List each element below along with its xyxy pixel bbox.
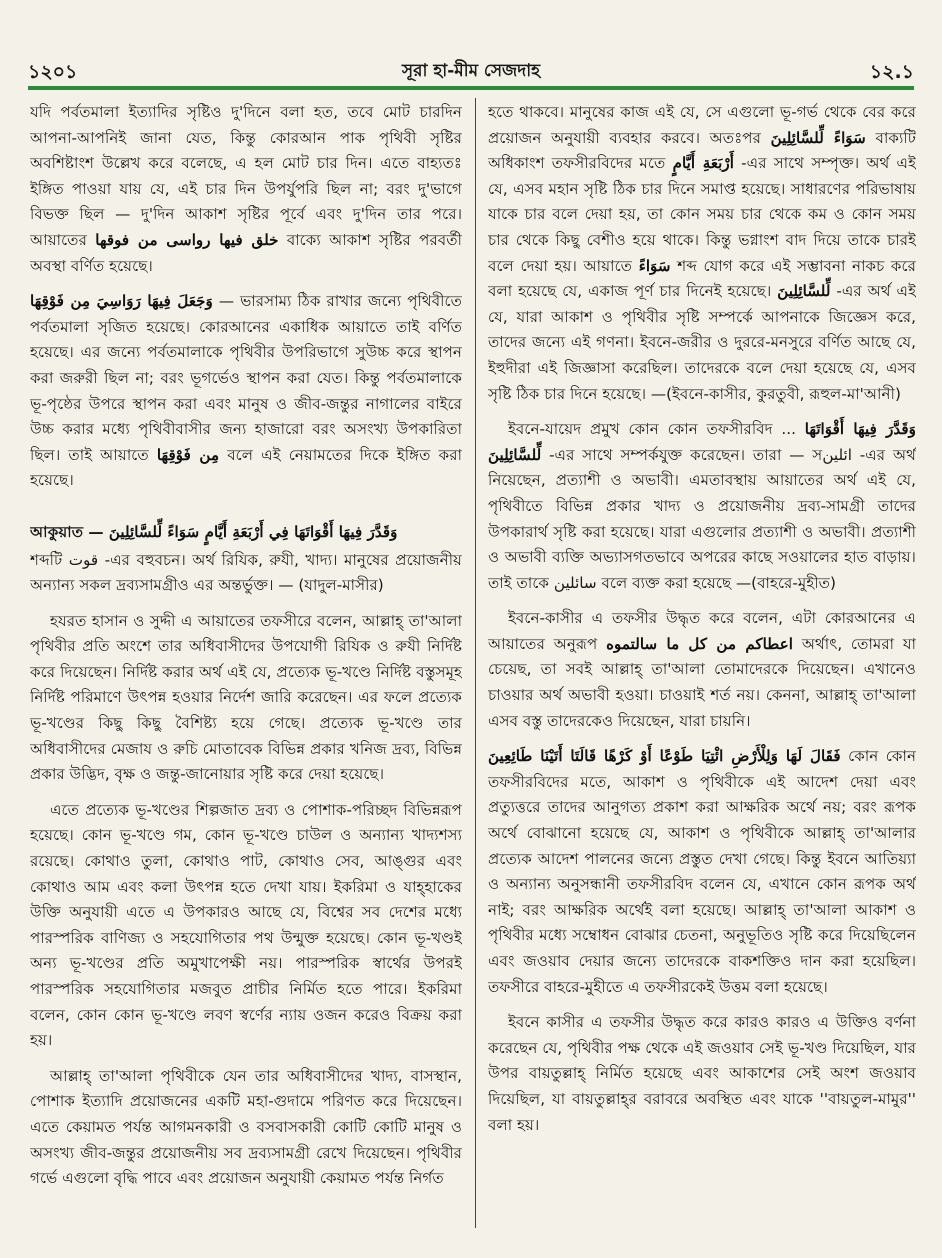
paragraph: এতে প্রত্যেক ভূ-খণ্ডের শিল্পজাত দ্রব্য ও পোশাক-পরিচ্ছদ বিভিন্নরূপ হয়েছে। কোন ভূ-খণ্ডে গম, কোন ভূ-খণ্ডে চাউল ও অন্যান্য খাদ্যশস্য রয়েছে। কোথাও তুলা, কোথাও পাট, কোথাও সেব, আঙ্গুর এবং কোথাও আম এবং কলা উৎপন্ন হতে দেখা যায়। ইকরিমা ও যাহ্হাকের উক্তি অনুযায়ী এতে এ উপকারও আছে যে, বিশ্বের সব দেশের মধ্যে পারস্পরিক বাণিজ্য ও সহযোগিতার পথ উন্মুক্ত হয়েছে। কোন ভূ-খণ্ডই অন্য ভূ-খণ্ডের প্রতি অমুখাপেক্ষী নয়। পারস্পরিক স্বার্থের উপরই পারস্পরিক সহযোগিতার মজবুত প্রাচীর নির্মিত হতে পারে। ইকরিমা বলেন, কোন কোন ভূ-খণ্ডে লবণ স্বর্ণের ন্যায় ওজন করেও বিক্রয় করা হয়। — [30, 800, 462, 1050]
section-heading: আকুয়াত — وَقَدَّرَ فِيهَا أَقْوَاتَهَا فِي أَرْبَعَةِ أَيَّامٍ سَوَاءً لِّلسَّائِلِينَ — [30, 522, 398, 541]
arabic-verse: فَقَالَ لَهَا وَلِلْأَرْضِ ائْتِيَا طَوْعًا أَوْ كَرْهًا قَالَتَا أَتَيْنَا طَائِعِينَ — [488, 747, 841, 766]
arabic-phrase: مِن فَوْقِهَا — [156, 445, 220, 464]
paragraph: হযরত হাসান ও সুদ্দী এ আয়াতের তফসীরে বলেন, আল্লাহ্ তা'আলা পৃথিবীর প্রতি অংশে তার অধিবাসীদের উপযোগী রিযিক ও রুযী নির্দিষ্ট করে দিয়েছেন। নির্দিষ্ট করার অর্থ এই যে, প্রত্যেক ভূ-খণ্ডে নির্দিষ্ট বস্তুসমূহ নির্দিষ্ট পরিমাণে উৎপন্ন হওয়ার নির্দেশ জারি করেছেন। এর ফলে প্রত্যেক ভূ-খণ্ডের কিছু কিছু বৈশিষ্ট্য হয়ে গেছে। প্রত্যেক ভূ-খণ্ডে তার অধিবাসীদের মেজায ও রুচি মোতাবেক বিভিন্ন প্রকার খনিজ দ্রব্য, বিভিন্ন প্রকার উদ্ভিদ, বৃক্ষ ও জন্তু-জানোয়ার সৃষ্টি করে দেয়া হয়েছে। — [30, 611, 462, 784]
arabic-phrase: خلق فيها رواسى من فوقها — [95, 230, 279, 249]
paragraph: وَجَعَلَ فِيهَا رَوَاسِيَ مِن فَوْقِهَا — ভারসাম্য ঠিক রাখার জন্যে পৃথিবীতে পর্বতমালা সৃজিত হয়েছে। কোরআনের একাধিক আয়াতে তাই বর্ণিত হয়েছে। এর জন্যে পর্বতমালাকে পৃথিবীর উপরিভাগে সুউচ্চ করে স্থাপন করা জরুরী ছিল না; বরং ভূগর্ভেও স্থাপন করা যেত। কিন্তু পর্বতমালাকে ভূ-পৃষ্ঠের উপরে স্থাপন করা এবং মানুষ ও জীব-জন্তুর নাগালের বাইরে উচ্চ করার মধ্যে পৃথিবীবাসীর জন্য হাজারো বরং অসংখ্য উপকারিতা ছিল। তাই আয়াতে مِن فَوْقِهَا বলে এই নেয়ামতের দিকে ইঙ্গিত করা হয়েছে। — [30, 292, 462, 490]
paragraph: ইবনে-কাসীর এ তফসীর উদ্ধৃত করে বলেন, এটা কোরআনের এ আয়াতের অনুরূপ اعطاكم من كل ما سالتموه অর্থাৎ, তোমরা যা চেয়েছ, তা সবই আল্লাহ্ তা'আলা তোমাদেরকে দিয়েছেন। এখানেও চাওয়ার অর্থ অভাবী হওয়া। চাওয়াই শর্ত নয়। কেননা, আল্লাহ্ তা'আলা এসব বস্তু তাদেরকেও দিয়েছেন, যারা চায়নি। — [488, 609, 916, 730]
page-header — [28, 52, 914, 86]
paragraph: হতে থাকবে। মানুষের কাজ এই যে, সে এগুলো ভূ-গর্ভ থেকে বের করে প্রয়োজন অনুযায়ী ব্যবহার করবে। অতঃপর سَوَاءً لِّلسَّائِلِينَ বাক্যটি অধিকাংশ তফসীরবিদের মতে أَرْبَعَةِ أَيَّامٍ -এর সাথে সম্পৃক্ত। অর্থ এই যে, এসব মহান সৃষ্টি ঠিক চার দিনে সমাপ্ত হয়েছে। সাধারণের পরিভাষায় যাকে চার বলে দেয়া হয়, তা কোন সময় চার থেকে কম ও কোন সময় চার থেকে কিছু বেশীও হয়ে থাকে। কিন্তু ভগ্নাংশ বাদ দিয়ে তাকে চারই বলে দেয়া হয়। আয়াতে سَوَاءً শব্দ যোগ করে এই সম্ভাবনা নাকচ করে বলা হয়েছে যে, একাজ পূর্ণ চার দিনেই হয়েছে। لِّلسَّائِلِينَ -এর অর্থ এই যে, যারা আকাশ ও পৃথিবীর সৃষ্টি সম্পর্কে আপনাকে জিজ্ঞেস করে, তাদের জন্যে এই গণনা। ইবনে-জরীর ও দুররে-মনসুরে বর্ণিত আছে যে, ইহুদীরা এই জিজ্ঞাসা করেছিল। তাদেরকে বলে দেয়া হয়েছে যে, এসব সৃষ্টি ঠিক চার দিনে হয়েছে। —(ইবনে-কাসীর, কুরতুবী, রূহুল-মা'আনী) — [488, 103, 916, 403]
left-column — [30, 100, 462, 1230]
surah-title: সূরা হা-মীম সেজদাহ — [401, 61, 541, 81]
arabic-phrase: لِّلسَّائِلِينَ — [777, 282, 831, 301]
arabic-verse: وَقَدَّرَ فِيهَا أَقْوَاتَهَا فِي أَرْبَعَةِ أَيَّامٍ سَوَاءً لِّلسَّائِلِينَ — [108, 522, 398, 541]
column-divider — [475, 98, 476, 1228]
page-number-right: ১২.১ — [869, 61, 914, 83]
paragraph: ইবনে কাসীর এ তফসীর উদ্ধৃত করে কারও কারও এ উক্তিও বর্ণনা করেছেন যে, পৃথিবীর পক্ষ থেকে এই জওয়াব সেই ভূ-খণ্ড দিয়েছিল, যার উপর বায়তুল্লাহ্ নির্মিত হয়েছে এবং আকাশের সেই অংশ জওয়াব দিয়েছিল, যা বায়তুল্লাহ্‌র বরাবরে অবস্থিত এবং যাকে ''বায়তুল-মামুর'' বলা হয়। — [488, 1013, 916, 1134]
arabic-phrase: وَقَدَّرَ فِيهَا أَقْوَاتَهَا — [804, 420, 916, 439]
arabic-phrase: سَوَاءً — [638, 256, 671, 275]
arabic-phrase: أَرْبَعَةِ أَيَّامٍ — [672, 154, 734, 173]
arabic-phrase: لِّلسَّائِلِينَ — [488, 445, 542, 464]
arabic-phrase: اعطاكم من كل ما سالتموه — [606, 634, 794, 653]
header-rule — [28, 86, 914, 90]
paragraph: فَقَالَ لَهَا وَلِلْأَرْضِ ائْتِيَا طَوْعًا أَوْ كَرْهًا قَالَتَا أَتَيْنَا طَائِعِينَ কোন কোন তফসীরবিদের মতে, আকাশ ও পৃথিবীকে এই আদেশ দেয়া এবং প্রত্যুত্তরে তাদের আনুগত্য প্রকাশ করা আক্ষরিক অর্থে নয়; বরং রূপক অর্থে বোঝানো হয়েছে যে, আকাশ ও পৃথিবীকে আল্লাহ্ তা'আলার প্রত্যেক আদেশ পালনের জন্যে প্রস্তুত দেখা গেছে। কিন্তু ইবনে আতিয়্যা ও অন্যান্য অনুসন্ধানী তফসীরবিদ বলেন যে, এখানে কোন রূপক অর্থ নাই; বরং আক্ষরিক অর্থেই বলা হয়েছে। আল্লাহ্ তা'আলা আকাশ ও পৃথিবীর মধ্যে সম্বোধন বোঝার চেতনা, অনুভূতিও সৃষ্টি করে দিয়েছিলেন এবং জওয়াব দেয়ার জন্যে তাদেরকে বাকশক্তিও দান করা হয়েছিল। তফসীরে বাহরে-মুহীতে এ তফসীরকেই উত্তম বলা হয়েছে। — [488, 747, 916, 996]
arabic-phrase: وَجَعَلَ فِيهَا رَوَاسِيَ مِن فَوْقِهَا — [30, 292, 213, 311]
page-number-left: ১২০১ — [28, 61, 78, 83]
paragraph: শব্দটি قوت -এর বহুবচন। অর্থ রিযিক, রুযী, খাদ্য। মানুষের প্রয়োজনীয় অন্যান্য সকল দ্রব্যসামগ্রীও এর অন্তর্ভুক্ত। — (যাদুল-মাসীর) — [30, 550, 462, 595]
paragraph: ইবনে-যায়েদ প্রমুখ কোন কোন তফসীরবিদ ... وَقَدَّرَ فِيهَا أَقْوَاتَهَا لِّلسَّائِلِينَ -এর সাথে সম্পর্কযুক্ত করেছেন। তারা — সائلين -এর অর্থ নিয়েছেন, প্রত্যাশী ও অভাবী। এমতাবস্থায় আয়াতের অর্থ এই যে, পৃথিবীতে বিভিন্ন প্রকার খাদ্য ও প্রয়োজনীয় দ্রব্য-সামগ্রী তাদের উপকারার্থ সৃষ্টি করা হয়েছে। যারা এগুলোর প্রত্যাশী ও অভাবী। প্রত্যাশী ও অভাবী ব্যক্তি অভ্যাসগতভাবে অপরের কাছে সওয়ালের হাত বাড়ায়। তাই তাকে سائلين বলে ব্যক্ত করা হয়েছে —(বাহরে-মুহীত) — [488, 420, 916, 592]
paragraph: আল্লাহ্ তা'আলা পৃথিবীকে যেন তার অধিবাসীদের খাদ্য, বাসস্থান, পোশাক ইত্যাদি প্রয়োজনের একটি মহা-গুদামে পরিণত করে দিয়েছেন। এতে কেয়ামত পর্যন্ত আগমনকারী ও বসবাসকারী কোটি কোটি মানুষ ও অসংখ্য জীব-জন্তুর প্রয়োজনীয় সব দ্রব্যসামগ্রী রেখে দিয়েছেন। পৃথিবীর গর্ভে এগুলো বৃদ্ধি পাবে এবং প্রয়োজন অনুযায়ী কেয়ামত পর্যন্ত নির্গত — [30, 1066, 462, 1188]
paragraph: যদি পর্বতমালা ইত্যাদির সৃষ্টিও দু'দিনে বলা হত, তবে মোট চারদিন আপনা-আপনিই জানা যেত, কিন্তু কোরআন পাক পৃথিবী সৃষ্টির অবশিষ্টাংশ উল্লেখ করে বলেছে, এ হল মোট চার দিন। এতে বাহ্যতঃ ইঙ্গিত পাওয়া যায় যে, এই চার দিন উপর্যুপরি ছিল না; বরং দু'ভাগে বিভক্ত ছিল — দু'দিন আকাশ সৃষ্টির পূর্বে এবং দু'দিন তার পরে। আয়াতের خلق فيها رواسى من فوقها বাক্যে আকাশ সৃষ্টির পরবর্তী অবস্থা বর্ণিত হয়েছে। — [30, 103, 462, 275]
right-column — [488, 100, 916, 1230]
arabic-phrase: سَوَاءً لِّلسَّائِلِينَ — [770, 128, 866, 147]
